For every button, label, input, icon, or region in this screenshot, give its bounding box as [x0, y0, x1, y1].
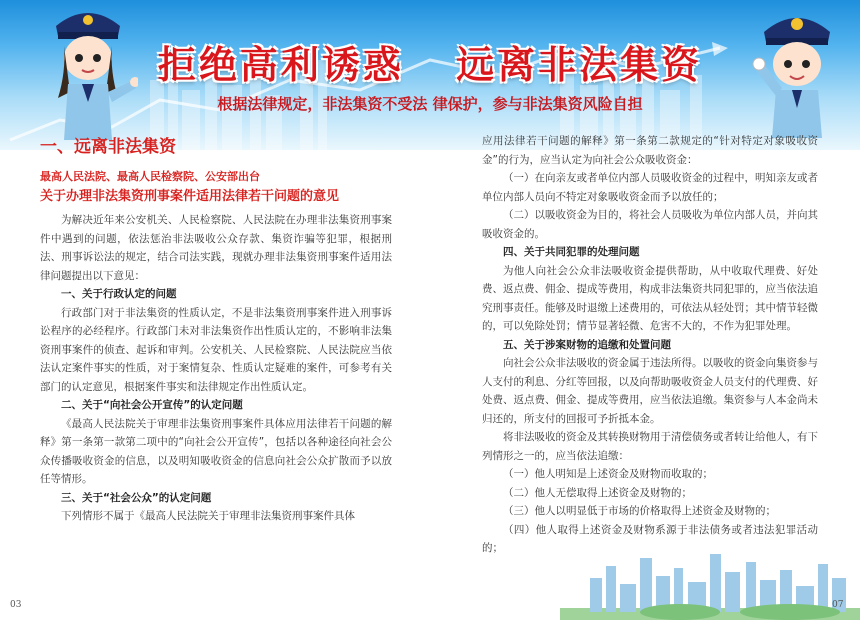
- paragraph: 下列情形不属于《最高人民法院关于审理非法集资刑事案件具体: [61, 510, 355, 522]
- paragraph: 为他人向社会公众非法吸收资金提供帮助，从中收取代理费、好处费、返点费、佣金、提成等费用，构成非法集资共同犯罪的，应当依法追究刑事责任。能够及时退缴上述费用的，可依法从轻处罚；其中情节轻微的，可以免除处罚；情节显著轻微、危害不大的，不作为犯罪处理。: [482, 264, 818, 332]
- left-column: [40, 132, 392, 526]
- list-item: （二）他人无偿取得上述资金及财物的；: [503, 486, 692, 499]
- list-item: （一）他人明知是上述资金及财物而收取的；: [503, 468, 713, 480]
- banner-subtitle: 根据法律规定，非法集资不受法 律保护，参与非法集资风险自担: [217, 95, 643, 113]
- paragraph: 《最高人民法院关于审理非法集资刑事案件具体应用法律若干问题的解释》第一条第一款第二项中的“向社会公开宣传”，包括以各种途径向社会公众传播吸收资金的信息，以及明知吸收资金的信息向社会公众扩散而予以放任等情形。: [40, 417, 392, 485]
- right-column: [482, 132, 818, 558]
- issuing-authority: 最高人民法院、最高人民检察院、公安部出台: [40, 170, 260, 183]
- document-title: 关于办理非法集资刑事案件适用法律若干问题的意见: [40, 189, 340, 204]
- paragraph: 为解决近年来公安机关、人民检察院、人民法院在办理非法集资刑事案件中遇到的问题，依法惩治非法吸收公众存款、集资诈骗等犯罪，根据刑法、刑事诉讼法的规定，结合司法实践，现就办理非法集资刑事案件适用法律问题提出以下意见：: [40, 214, 392, 282]
- list-item: （三）他人以明显低于市场的价格取得上述资金及财物的；: [503, 505, 776, 517]
- banner-title-right: 远离非法集资: [456, 42, 703, 87]
- banner-title-left: 拒绝高利诱惑: [157, 42, 404, 87]
- subheading: 四、关于共同犯罪的处理问题: [503, 246, 640, 258]
- page-number-left: 03: [10, 600, 22, 610]
- subheading: 二、关于“向社会公开宣传”的认定问题: [61, 399, 243, 411]
- paragraph: （二）以吸收资金为目的，将社会人员吸收为单位内部人员，并向其吸收资金的。: [482, 209, 818, 240]
- subheading: 一、关于行政认定的问题: [61, 288, 177, 300]
- paragraph: （一）在向亲友或者单位内部人员吸收资金的过程中，明知亲友或者单位内部人员向不特定对象吸收资金而予以放任的；: [482, 172, 818, 203]
- section-title: 一、远离非法集资: [40, 137, 176, 157]
- paragraph: 将非法吸收的资金及其转换财物用于清偿债务或者转让给他人，有下列情形之一的，应当依法追缴：: [482, 431, 818, 462]
- paragraph: 行政部门对于非法集资的性质认定，不是非法集资刑事案件进入刑事诉讼程序的必经程序。行政部门未对非法集资作出性质认定的，不影响非法集资刑事案件的侦查、起诉和审判。公安机关、人民检察院、人民法院应当依法认定案件事实的性质，对于案情复杂、性质认定疑难的案件，可参考有关部门的认定意见，根据案件事实和法律规定作出性质认定。: [40, 306, 392, 393]
- banner-title: [0, 34, 860, 89]
- subheading: 五、关于涉案财物的追缴和处置问题: [503, 338, 671, 351]
- footer-skyline-graphic: [560, 548, 860, 620]
- page-number-right: 07: [832, 600, 844, 610]
- paragraph: 应用法律若干问题的解释》第一条第二款规定的“针对特定对象吸收资金”的行为，应当认定为向社会公众吸收资金：: [482, 135, 818, 166]
- list-item: （四）他人取得上述资金及财物系源于非法债务或者违法犯罪活动的；: [482, 523, 818, 554]
- subheading: 三、关于“社会公众”的认定问题: [61, 491, 212, 504]
- header-banner: [0, 0, 860, 150]
- paragraph: 向社会公众非法吸收的资金属于违法所得。以吸收的资金向集资参与人支付的利息、分红等回报，以及向帮助吸收资金人员支付的代理费、好处费、返点费、佣金、提成等费用，应当依法追缴。集资参与人本金尚未归还的，所支付的回报可予折抵本金。: [482, 357, 818, 425]
